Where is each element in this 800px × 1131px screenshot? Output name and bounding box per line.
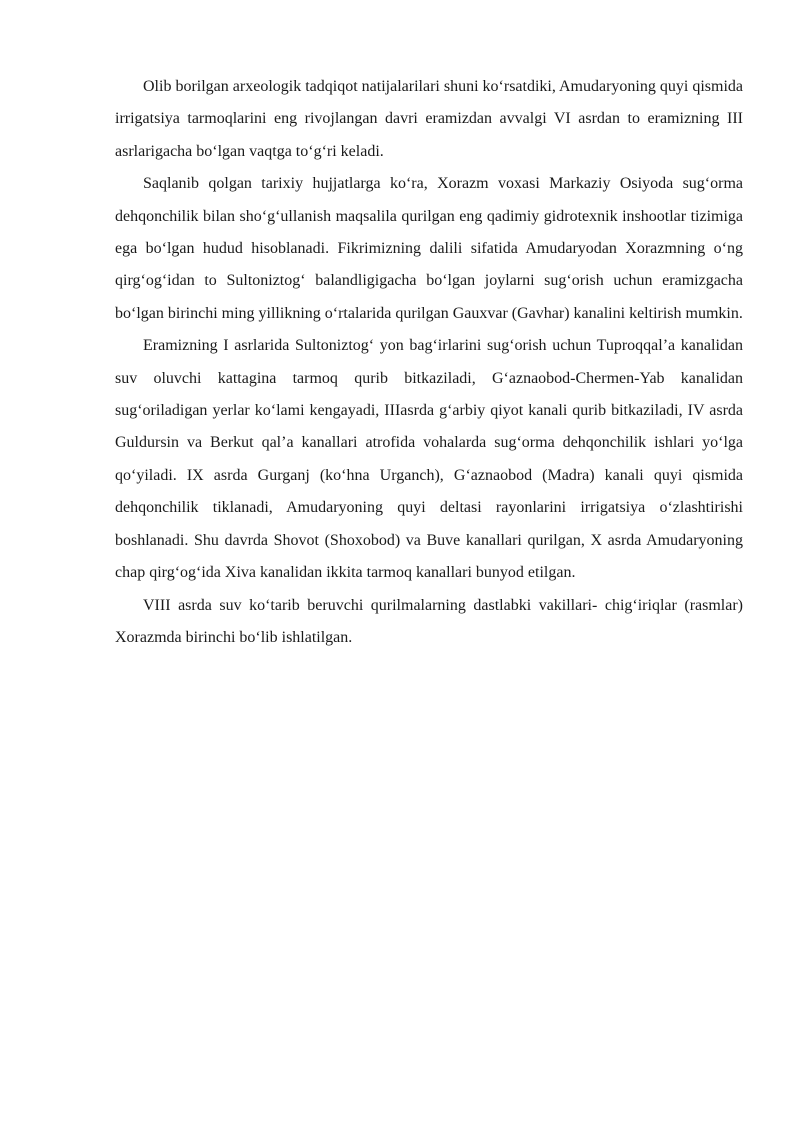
paragraph-archaeology: Olib borilgan arxeologik tadqiqot natijalarilari shuni ko‘rsatdiki, Amudaryoning quyi qismida irrigatsiya tarmoqlarini eng rivojlangan davri eramizdan avvalgi VI asrdan to eramizning III asrlarigacha bo‘lgan vaqtga to‘g‘ri keladi. [115, 78, 743, 160]
paragraph-canal-history: Eramizning I asrlarida Sultoniztog‘ yon bag‘irlarini sug‘orish uchun Tuproqqal’a kanalidan suv oluvchi kattagina tarmoq qurib bitkaziladi, G‘aznaobod-Chermen-Yab kanalidan sug‘oriladigan yerlar ko‘lami kengayadi, IIIasrda g‘arbiy qiyot kanali qurib bitkaziladi, IV asrda Guldursin va Berkut qal’a kanallari atrofida vohalarda sug‘orma dehqonchilik ishlari yo‘lga qo‘yiladi. IX asrda Gurganj (ko‘hna Urganch), G‘aznaobod (Madra) kanali quyi qismida dehqonchilik tiklanadi, Amudaryoning quyi deltasi rayonlarini irrigatsiya o‘zlashtirishi boshlanadi. Shu davrda Shovot (Shoxobod) va Buve kanallari qurilgan, X asrda Amudaryoning chap qirg‘og‘ida Xiva kanalidan ikkita tarmoq kanallari bunyod etilgan. [115, 337, 743, 582]
paragraph-khorezm-hydraulics: Saqlanib qolgan tarixiy hujjatlarga ko‘ra, Xorazm voxasi Markaziy Osiyoda sug‘orma dehqonchilik bilan sho‘g‘ullanish maqsalila qurilgan eng qadimiy gidrotexnik inshootlar tizimiga ega bo‘lgan hudud hisoblanadi. Fikrimizning dalili sifatida Amudaryodan Xorazmning o‘ng qirg‘og‘idan to Sultoniztog‘ balandligigacha bo‘lgan joylarni sug‘orish uchun eramizgacha bo‘lgan birinchi ming yillikning o‘rtalarida qurilgan Gauxvar (Gavhar) kanalini keltirish mumkin. [115, 175, 743, 322]
paragraph-chigiriq: VIII asrda suv ko‘tarib beruvchi qurilmalarning dastlabki vakillari- chig‘iriqlar (rasmlar) Xorazmda birinchi bo‘lib ishlatilgan. [115, 596, 743, 646]
document-body [115, 71, 743, 654]
